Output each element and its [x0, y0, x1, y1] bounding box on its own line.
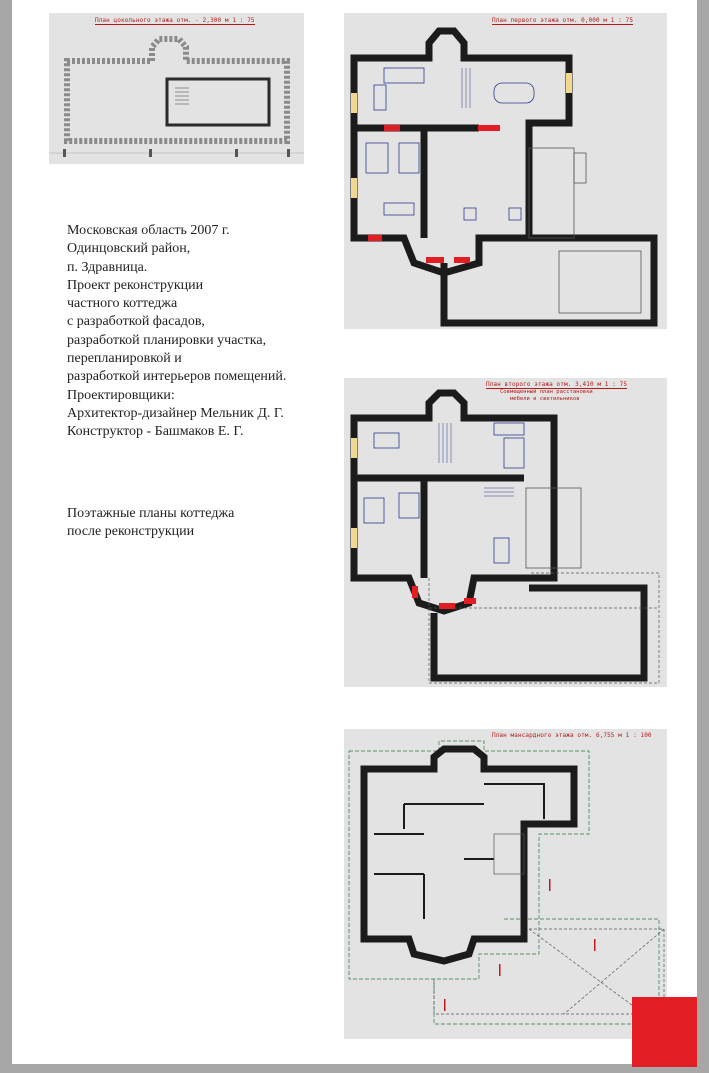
- description-line: Проект реконструкции: [67, 277, 204, 293]
- description-line: Проектировщики:: [67, 387, 175, 403]
- second-floor-plan-subtitle: Совмещенный план расстановки: [500, 389, 593, 395]
- description-line: Московская область 2007 г.: [67, 223, 230, 238]
- second-floor-plan-title: План второго этажа отм. 3,410 м 1 : 75: [486, 381, 628, 388]
- description-line: разработкой интерьеров помещений.: [67, 369, 287, 385]
- right-frame-border: [697, 0, 709, 1073]
- first-floor-plan-title: План первого этажа отм. 0,000 м 1 : 75: [492, 17, 634, 24]
- basement-plan-drawing: [49, 13, 304, 164]
- description-line: Архитектор-дизайнер Мельник Д. Г.: [67, 405, 284, 421]
- second-floor-plan-subtitle: мебели и светильников: [510, 396, 580, 402]
- attic-plan: [344, 729, 667, 1039]
- description-line: Конструктор - Башмаков Е. Г.: [67, 424, 244, 440]
- left-frame-border: [0, 0, 12, 1073]
- basement-plan: [49, 13, 304, 164]
- accent-red-block: [632, 997, 697, 1067]
- basement-plan-title: План цокольного этажа отм. - 2,300 м 1 : 75: [95, 17, 255, 24]
- description-line: с разработкой фасадов,: [67, 314, 205, 330]
- second-floor-plan: [344, 378, 667, 687]
- description-line: п. Здравница.: [67, 259, 148, 275]
- description-line: перепланировкой и: [67, 351, 182, 367]
- first-floor-plan: [344, 13, 667, 329]
- project-description: [67, 222, 327, 442]
- description-line: частного коттеджа: [67, 296, 178, 312]
- bottom-frame-border: [0, 1064, 709, 1073]
- description-line: Одинцовский район,: [67, 241, 191, 257]
- caption-line: после реконструкции: [67, 524, 195, 540]
- attic-plan-drawing: [344, 729, 667, 1039]
- caption-line: Поэтажные планы коттеджа: [67, 506, 235, 521]
- first-floor-plan-drawing: [344, 13, 667, 329]
- description-line: разработкой планировки участка,: [67, 332, 267, 348]
- second-floor-plan-drawing: [344, 378, 667, 687]
- plans-caption: [67, 505, 327, 542]
- attic-plan-title: План мансардного этажа отм. 6,755 м 1 : 100: [492, 732, 652, 739]
